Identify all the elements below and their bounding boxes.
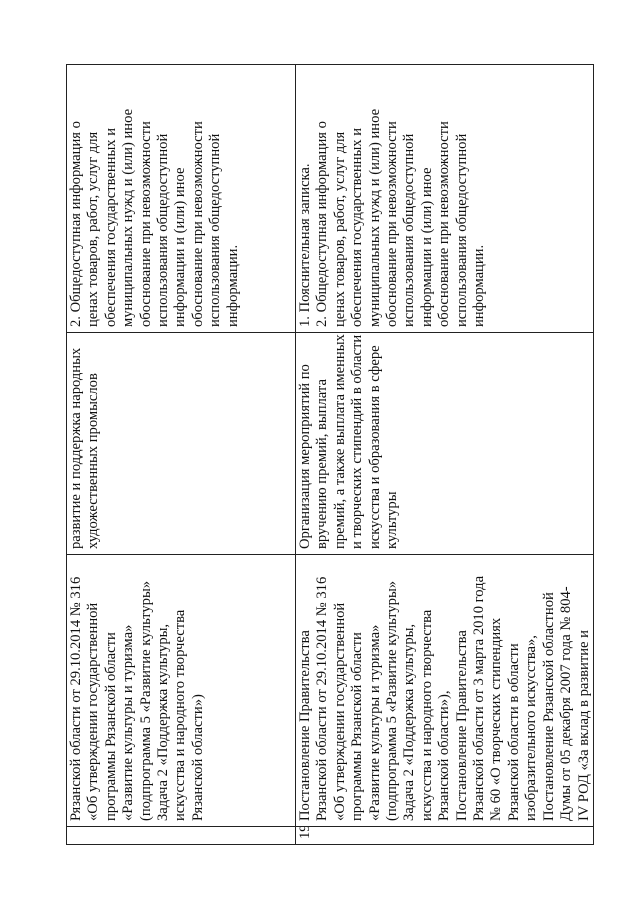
activity-cell (296, 333, 594, 555)
documents-line: информации. (471, 244, 488, 327)
documents-line: обоснование при невозможности (436, 121, 453, 327)
legal-basis-line: Постановление Рязанской областной (540, 592, 557, 821)
documents-line: обоснование при невозможности (189, 121, 206, 327)
activity-line: развитие и поддержка народных (68, 347, 84, 549)
legal-basis-line: искусства и народного творчества (418, 609, 435, 821)
documents-line: ценах товаров, работ, услуг для (85, 131, 102, 327)
documents-line: использования общедоступной (155, 133, 172, 327)
legal-basis-line: Постановление Правительства (453, 630, 470, 821)
activity-line: и творческих стипендий в области (349, 334, 366, 549)
legal-basis-line: «Об утверждении государственной (331, 602, 348, 821)
activity-line: культуры (384, 491, 401, 549)
legal-basis-cell (67, 555, 296, 827)
legal-basis-line: (подпрограмма 5 «Развитие культуры» (137, 580, 154, 821)
documents-cell (67, 65, 296, 333)
legal-basis-line: № 60 «О творческих стипендиях (488, 617, 505, 821)
legal-basis-line: «Об утверждении государственной (85, 602, 102, 821)
legal-basis-line: «Развитие культуры и туризма» (366, 624, 383, 821)
row-number-cell (67, 827, 296, 845)
documents-line: муниципальных нужд и (или) иное (366, 108, 383, 327)
activity-line: вручению премий, выплата (314, 379, 331, 549)
documents-line: обеспечения государственных и (102, 127, 119, 327)
legal-basis-line: (подпрограмма 5 «Развитие культуры» (384, 580, 401, 821)
legal-basis-line: Думы от 05 декабря 2007 года № 804- (558, 586, 575, 821)
documents-line: 2. Общедоступная информация о (68, 121, 84, 327)
row-number: 19 (297, 826, 313, 839)
documents-line: обоснование при невозможности (384, 121, 401, 327)
activity-cell (67, 333, 296, 555)
documents-line: информации и (или) иное (418, 167, 435, 327)
legal-basis-line: Рязанской области в области (505, 643, 522, 821)
table-row (296, 65, 594, 845)
documents-line: 1. Пояснительная записка. (297, 163, 313, 327)
legal-basis-line: изобразительного искусства», (523, 635, 540, 821)
activity-line: Организация мероприятий по (297, 364, 313, 549)
legal-basis-line: Задача 2 «Поддержка культуры, (155, 623, 172, 821)
legal-basis-line: IV РОД «За вклад в развитие и (575, 630, 592, 821)
documents-line: информации. (224, 244, 241, 327)
documents-line: использования общедоступной (207, 133, 224, 327)
legal-basis-line: Рязанской области от 29.10.2014 № 316 (314, 576, 331, 821)
legal-basis-line: Рязанской области от 29.10.2014 № 316 (68, 576, 84, 821)
activity-line: премий, а также выплата именных (331, 334, 348, 549)
documents-line: ценах товаров, работ, услуг для (331, 131, 348, 327)
documents-line: муниципальных нужд и (или) иное (120, 108, 137, 327)
documents-line: использования общедоступной (453, 133, 470, 327)
document-table (66, 64, 594, 845)
documents-line: обоснование при невозможности (137, 121, 154, 327)
activity-line: художественных промыслов (85, 373, 102, 549)
activity-line: искусства и образования в сфере (366, 345, 383, 549)
row-number-cell (296, 827, 594, 845)
legal-basis-line: искусства и народного творчества (172, 609, 189, 821)
documents-line: использования общедоступной (401, 133, 418, 327)
documents-line: 2. Общедоступная информация о (314, 121, 331, 327)
legal-basis-line: Задача 2 «Поддержка культуры, (401, 623, 418, 821)
legal-basis-line: программы Рязанской области (349, 632, 366, 821)
legal-basis-line: Постановление Правительства (297, 630, 313, 821)
legal-basis-line: Рязанской области от 3 марта 2010 года (471, 575, 488, 821)
documents-cell (296, 65, 594, 333)
legal-basis-cell (296, 555, 594, 827)
documents-line: обеспечения государственных и (349, 127, 366, 327)
legal-basis-line: Рязанской области»), (436, 690, 453, 821)
table-row (67, 65, 296, 845)
documents-line: информации и (или) иное (172, 167, 189, 327)
legal-basis-line: «Развитие культуры и туризма» (120, 624, 137, 821)
legal-basis-line: программы Рязанской области (102, 632, 119, 821)
rotated-page (66, 65, 592, 845)
legal-basis-line: Рязанской области») (189, 694, 206, 821)
